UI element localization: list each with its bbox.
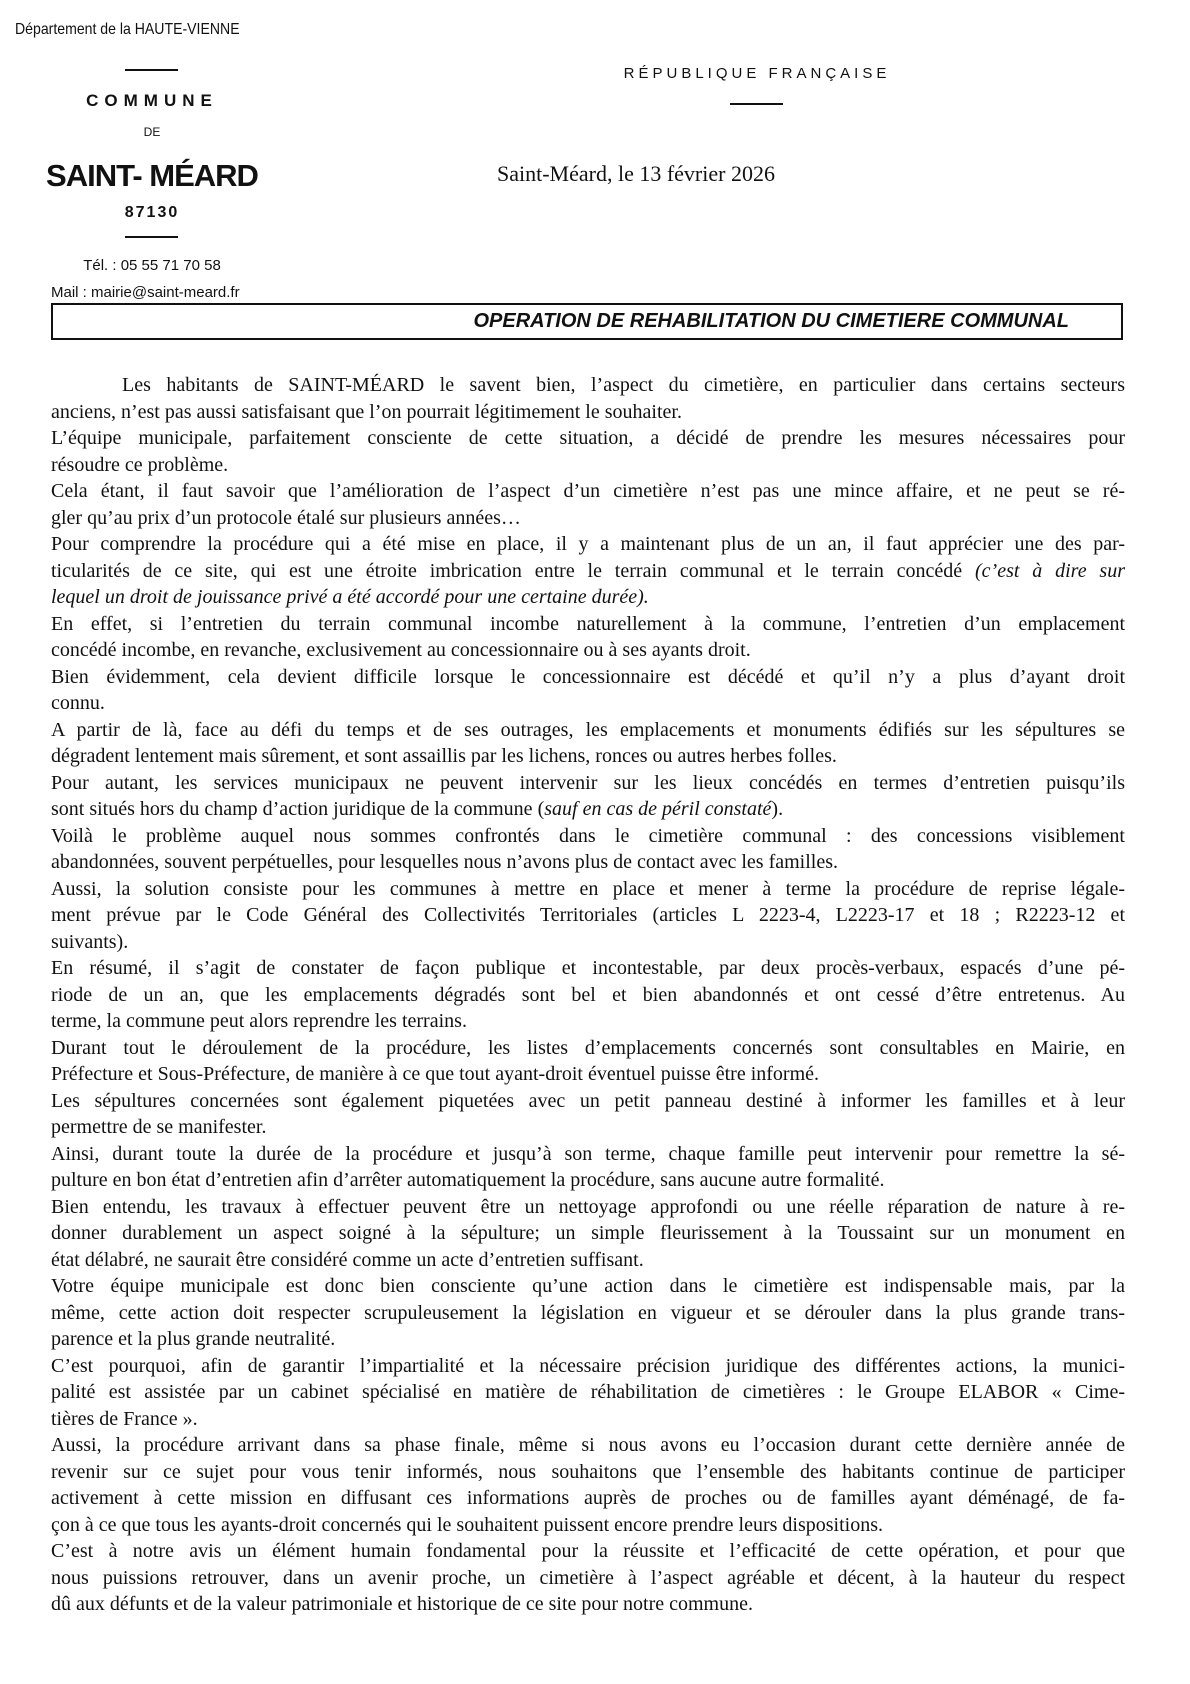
body-line	[51, 505, 1125, 532]
text-segment: C’est à notre avis un élément humain fondamental pour la réussite et l’efficacité de cette opération, et pour que	[51, 1540, 1125, 1562]
body-line	[51, 876, 1125, 903]
body-line	[51, 1379, 1125, 1406]
text-segment: Les sépultures concernées sont également piquetées avec un petit panneau destiné à informer les familles et à leur	[51, 1089, 1125, 1112]
text-segment: Pour autant, les services municipaux ne peuvent intervenir sur les lieux concédés en termes d’entretien puisqu’ils	[51, 771, 1125, 794]
text-segment: Préfecture et Sous-Préfecture, de manière à ce que tout ayant-droit éventuel puisse être informé.	[51, 1063, 820, 1085]
body-line	[51, 1591, 1125, 1618]
text-segment: nous puissions retrouver, dans un avenir proche, un cimetière à l’aspect agréable et décent, à la hauteur du respect	[51, 1566, 1125, 1589]
body-line	[51, 1194, 1125, 1221]
body-line	[51, 1353, 1125, 1380]
divider	[125, 236, 178, 238]
body-line	[51, 1035, 1125, 1062]
body-line	[51, 717, 1125, 744]
text-segment: En résumé, il s’agit de constater de façon publique et incontestable, par deux procès-verbaux, espacés d’une pé-	[51, 957, 1125, 979]
text-segment: même, cette action doit respecter scrupuleusement la législation en vigueur et se dérouler dans la plus grande trans-	[51, 1301, 1125, 1324]
text-segment: L’équipe municipale, parfaitement consciente de cette situation, a décidé de prendre les mesures nécessaires pour	[51, 427, 1125, 449]
body-line	[51, 558, 1125, 585]
body-line	[51, 1061, 1125, 1088]
text-segment: suivants).	[51, 930, 129, 953]
date-line: Saint-Méard, le 13 février 2026	[497, 161, 775, 186]
text-segment: Durant tout le déroulement de la procédure, les listes d’emplacements concernés sont consultables en Mairie, en	[51, 1036, 1125, 1059]
body-line	[51, 664, 1125, 691]
commune-name: SAINT- MÉARD	[46, 158, 258, 193]
body-line	[51, 399, 1125, 426]
text-segment: Bien évidemment, cela devient difficile lorsque le concessionnaire est décédé et qu’il n’y a plus d’ayant droit	[51, 665, 1125, 688]
body-line	[51, 452, 1125, 479]
letter-body	[51, 372, 1125, 1618]
text-segment: dégradent lentement mais sûrement, et sont assaillis par les lichens, ronces ou autres herbes folles.	[51, 745, 837, 767]
text-segment: tières de France ».	[51, 1407, 198, 1430]
text-segment: gler qu’au prix d’un protocole étalé sur plusieurs années…	[51, 506, 521, 529]
body-line	[51, 637, 1125, 664]
text-segment: Votre équipe municipale est donc bien consciente qu’une action dans le cimetière est indispensable mais, par la	[51, 1275, 1125, 1297]
text-segment: Les habitants de SAINT-MÉARD le savent bien, l’aspect du cimetière, en particulier dans certains secteurs	[122, 374, 1125, 396]
text-segment: Cela étant, il faut savoir que l’amélioration de l’aspect d’un cimetière n’est pas une mince affaire, et ne peut se ré-	[51, 480, 1125, 502]
text-segment: ).	[771, 798, 784, 820]
body-line	[51, 1432, 1125, 1459]
body-line	[51, 372, 1125, 399]
body-line	[51, 1485, 1125, 1512]
text-segment: riode de un an, que les emplacements dégradés sont bel et bien abandonnés et ont cessé d’être entretenus. Au	[51, 983, 1125, 1006]
text-segment: revenir sur ce sujet pour vous tenir informés, nous souhaitons que l’ensemble des habitants continue de participer	[51, 1460, 1125, 1483]
text-segment: état délabré, ne saurait être considéré comme un acte d’entretien suffisant.	[51, 1248, 644, 1271]
title-box	[51, 303, 1123, 340]
text-segment: A partir de là, face au défi du temps et de ses outrages, les emplacements et monuments édifiés sur les sépultures se	[51, 718, 1125, 741]
body-line	[51, 425, 1125, 452]
text-segment: Ainsi, durant toute la durée de la procédure et jusqu’à son terme, chaque famille peut intervenir pour remettre la sé-	[51, 1142, 1125, 1165]
body-line	[51, 1273, 1125, 1300]
italic-text: lequel un droit de jouissance privé a été accordé pour une certaine durée).	[51, 586, 649, 608]
de-label: DE	[143, 125, 161, 139]
body-line	[51, 584, 1125, 611]
postal-code: 87130	[124, 204, 180, 221]
text-segment: résoudre ce problème.	[51, 453, 229, 476]
body-line	[51, 743, 1125, 770]
body-line	[51, 796, 1125, 823]
republic-label: RÉPUBLIQUE FRANÇAISE	[623, 65, 891, 82]
text-segment: activement à cette mission en diffusant ces informations auprès de proches ou de familles ayant déménagé, de fa-	[51, 1487, 1125, 1509]
body-line	[51, 1300, 1125, 1327]
italic-text: sauf en cas de péril constaté	[544, 798, 772, 820]
body-line	[51, 531, 1125, 558]
text-segment: terme, la commune peut alors reprendre les terrains.	[51, 1010, 467, 1032]
body-line	[51, 1247, 1125, 1274]
body-line	[51, 1088, 1125, 1115]
body-line	[51, 929, 1125, 956]
divider	[730, 103, 783, 105]
body-line	[51, 1008, 1125, 1035]
text-segment: permettre de se manifester.	[51, 1116, 267, 1138]
body-line	[51, 770, 1125, 797]
body-line	[51, 849, 1125, 876]
text-segment: C’est pourquoi, afin de garantir l’impartialité et la nécessaire précision juridique des différentes actions, la munici-	[51, 1354, 1125, 1377]
commune-label: COMMUNE	[86, 91, 218, 110]
department-label: Département de la HAUTE-VIENNE	[15, 21, 240, 38]
body-line	[51, 982, 1125, 1009]
body-line	[51, 1141, 1125, 1168]
body-line	[51, 1459, 1125, 1486]
document-title: OPERATION DE REHABILITATION DU CIMETIERE COMMUNAL	[473, 310, 1069, 332]
text-segment: ticularités de ce site, qui est une étroite imbrication entre le terrain communal et le terrain concédé	[51, 559, 976, 582]
text-segment: donner durablement un aspect soigné à la sépulture; un simple fleurissement à la Toussaint sur un monument en	[51, 1222, 1125, 1244]
text-segment: abandonnées, souvent perpétuelles, pour lesquelles nous n’avons plus de contact avec les familles.	[51, 851, 838, 873]
text-segment: Bien entendu, les travaux à effectuer peuvent être un nettoyage approfondi ou une réelle réparation de nature à re-	[51, 1195, 1125, 1218]
body-line	[51, 1565, 1125, 1592]
text-segment: concédé incombe, en revanche, exclusivement au concessionnaire ou à ses ayants droit.	[51, 639, 751, 661]
text-segment: parence et la plus grande neutralité.	[51, 1328, 336, 1350]
phone-number: Tél. : 05 55 71 70 58	[83, 257, 221, 274]
divider	[125, 69, 178, 71]
body-line	[51, 823, 1125, 850]
text-segment: anciens, n’est pas aussi satisfaisant que l’on pourrait légitimement le souhaiter.	[51, 400, 682, 423]
text-segment: Aussi, la solution consiste pour les communes à mettre en place et mener à terme la procédure de reprise légale-	[51, 877, 1125, 900]
body-line	[51, 955, 1125, 982]
body-line	[51, 1326, 1125, 1353]
body-line	[51, 902, 1125, 929]
body-line	[51, 478, 1125, 505]
body-line	[51, 1220, 1125, 1247]
body-line	[51, 690, 1125, 717]
italic-text: (c’est à dire sur	[975, 559, 1125, 582]
body-line	[51, 1114, 1125, 1141]
body-line	[51, 1167, 1125, 1194]
body-line	[51, 1512, 1125, 1539]
body-line	[51, 611, 1125, 638]
text-segment: connu.	[51, 692, 105, 714]
text-segment: Voilà le problème auquel nous sommes confrontés dans le cimetière communal : des concessions visiblement	[51, 824, 1125, 847]
text-segment: pulture en bon état d’entretien afin d’arrêter automatiquement la procédure, sans aucune autre formalité.	[51, 1169, 885, 1191]
text-segment: dû aux défunts et de la valeur patrimoniale et historique de ce site pour notre commune.	[51, 1593, 753, 1615]
text-segment: sont situés hors du champ d’action juridique de la commune (	[51, 798, 545, 820]
text-segment: En effet, si l’entretien du terrain communal incombe naturellement à la commune, l’entretien d’un emplacement	[51, 612, 1125, 635]
body-line	[51, 1406, 1125, 1433]
text-segment: Pour comprendre la procédure qui a été mise en place, il y a maintenant plus de un an, il faut apprécier une des par-	[51, 533, 1125, 555]
text-segment: Aussi, la procédure arrivant dans sa phase finale, même si nous avons eu l’occasion durant cette dernière année de	[51, 1434, 1125, 1456]
text-segment: ment prévue par le Code Général des Collectivités Territoriales (articles L 2223-4, L2223-17 et 18 ; R2223-12 et	[51, 904, 1125, 926]
body-line	[51, 1538, 1125, 1565]
text-segment: çon à ce que tous les ayants-droit concernés qui le souhaitent puissent encore prendre leurs dispositions.	[51, 1513, 883, 1536]
mail-address: Mail : mairie@saint-meard.fr	[51, 284, 240, 301]
text-segment: palité est assistée par un cabinet spécialisé en matière de réhabilitation de cimetières : le Groupe ELABOR « Cime-	[51, 1381, 1125, 1403]
